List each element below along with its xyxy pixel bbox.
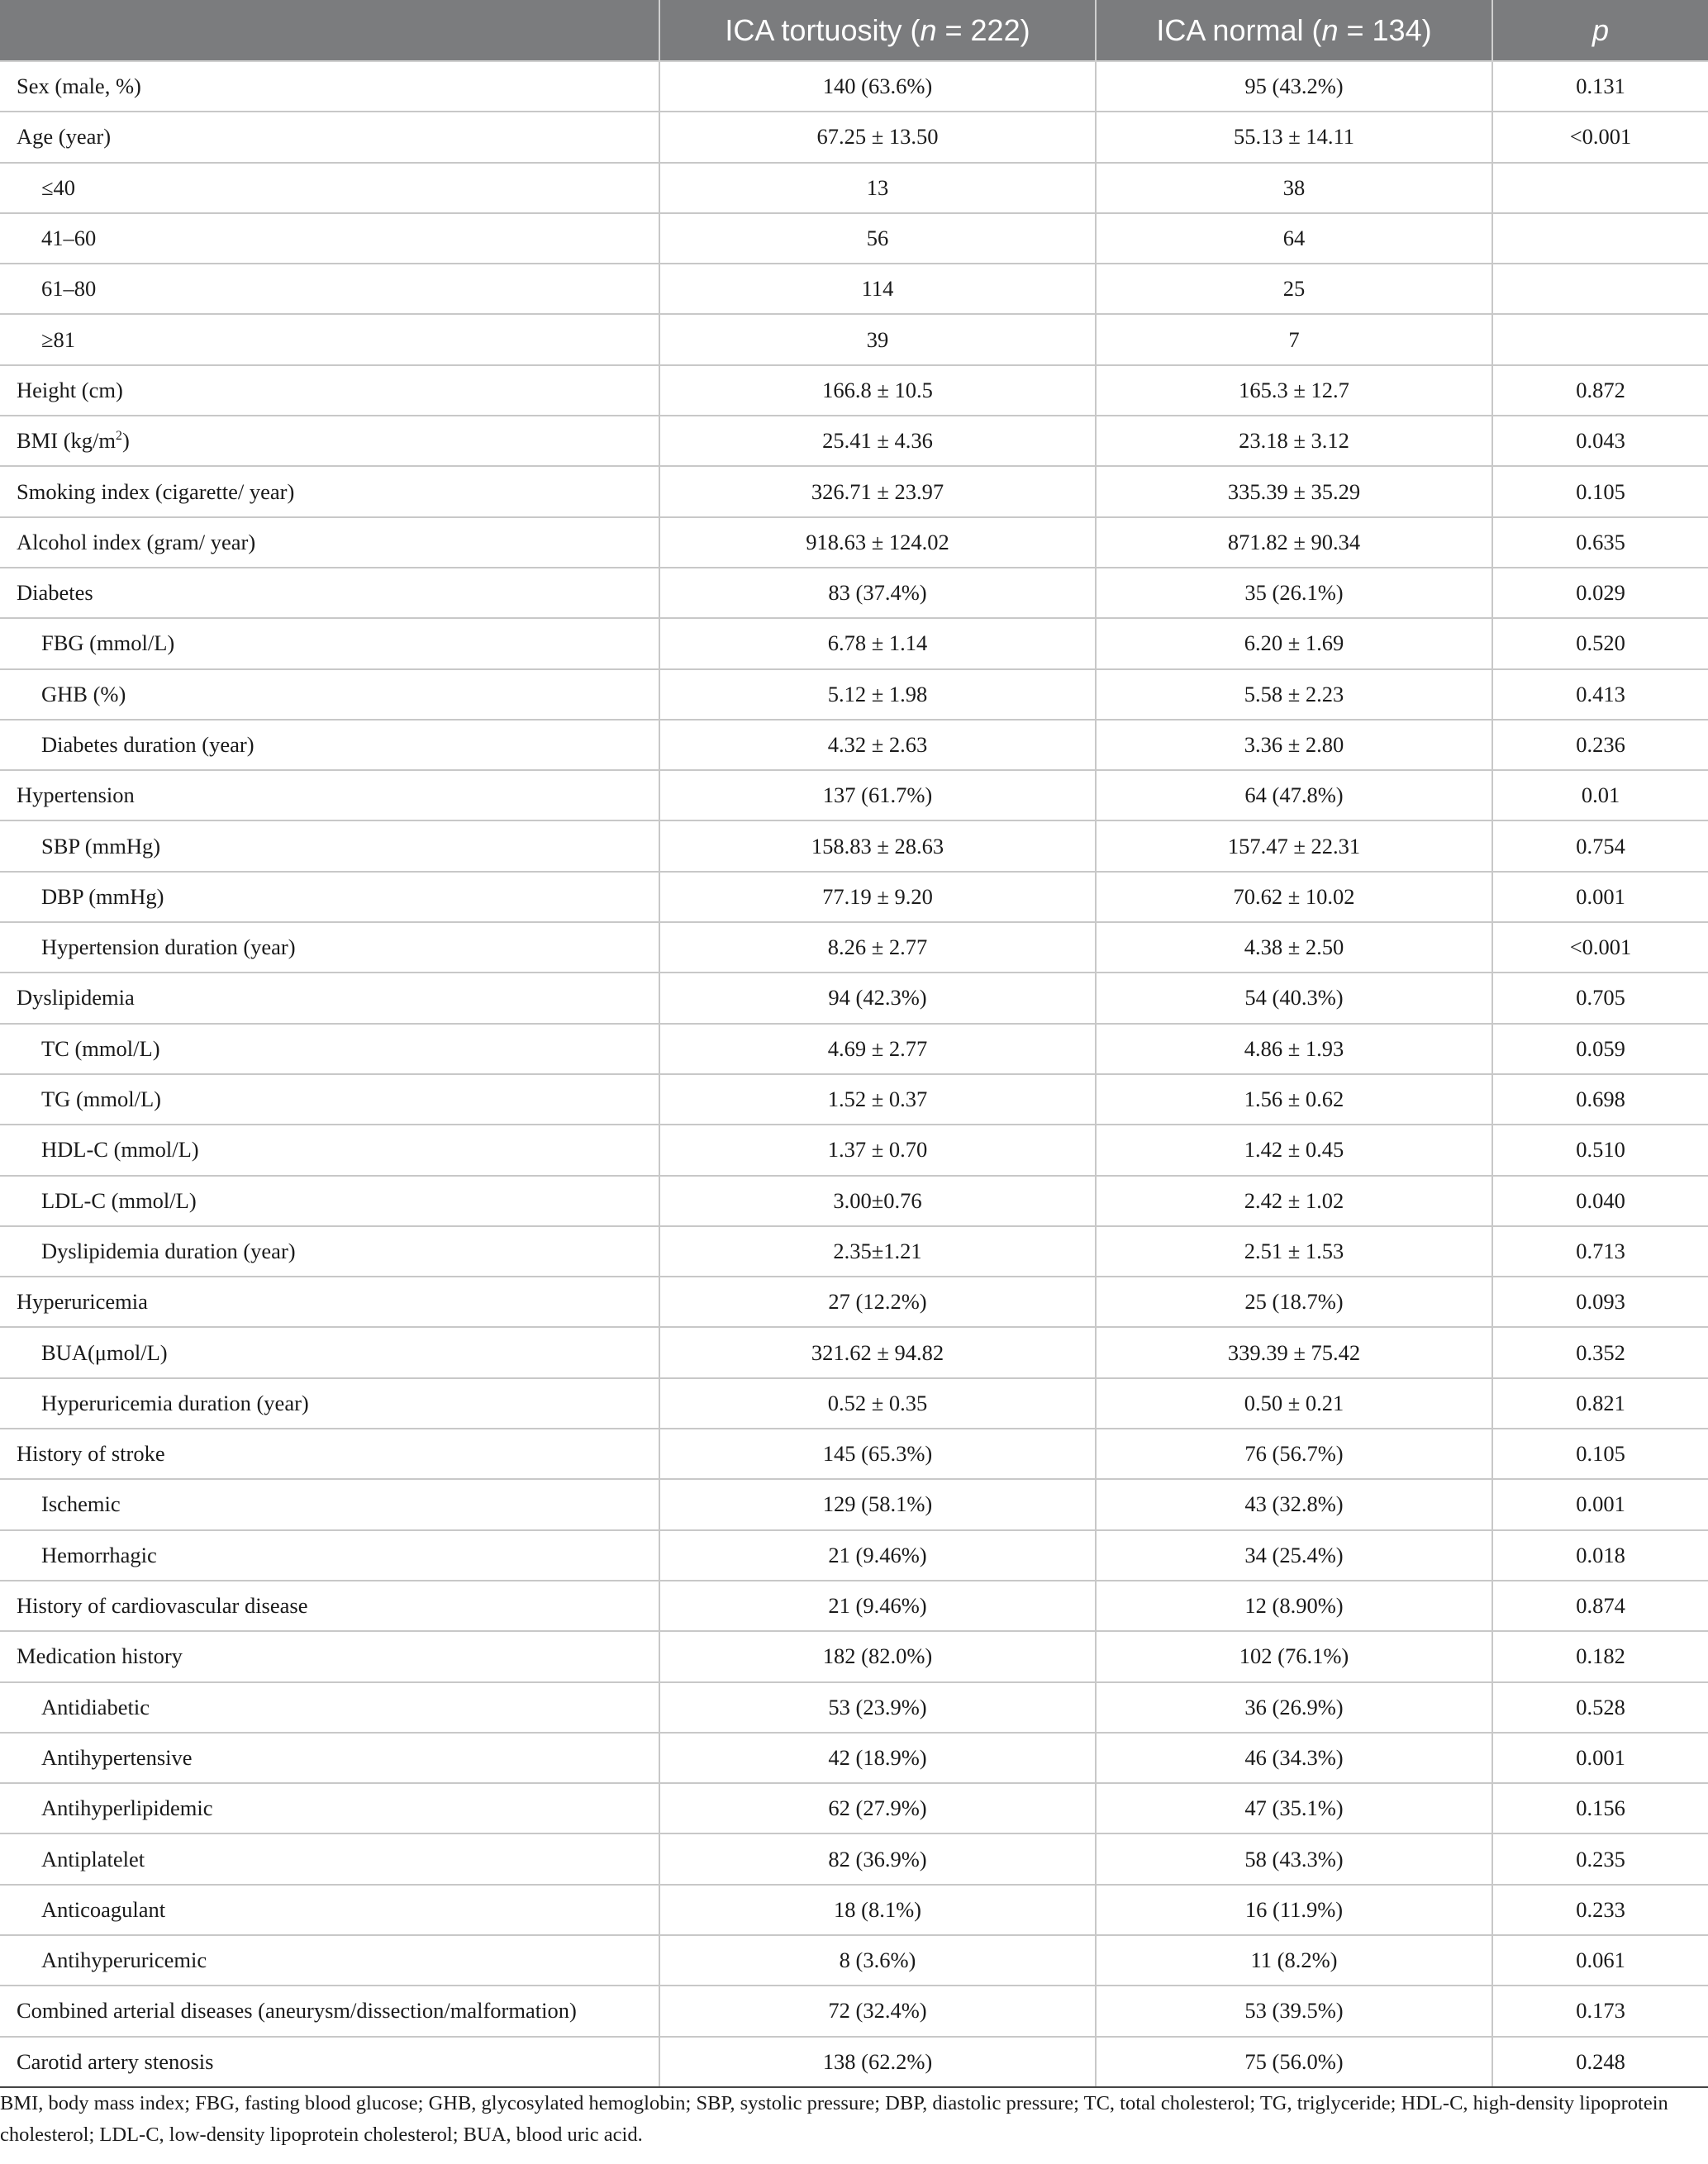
row-label-text: BMI (kg/m xyxy=(17,428,116,454)
table-row xyxy=(0,669,1708,720)
cell-p-value: 0.874 xyxy=(1492,1581,1708,1631)
cell-ica-normal: 95 (43.2%) xyxy=(1096,61,1492,112)
table-row xyxy=(0,1581,1708,1631)
cell-ica-tortuosity: 918.63 ± 124.02 xyxy=(659,517,1096,568)
cell-ica-tortuosity: 114 xyxy=(659,264,1096,314)
cell-ica-tortuosity: 21 (9.46%) xyxy=(659,1581,1096,1631)
cell-ica-tortuosity: 137 (61.7%) xyxy=(659,770,1096,820)
row-label-text: ≤40 xyxy=(41,174,76,200)
cell-p-value: 0.061 xyxy=(1492,1935,1708,1986)
row-label-text: LDL-C (mmol/L) xyxy=(41,1187,197,1213)
cell-p-value: 0.059 xyxy=(1492,1024,1708,1074)
cell-p-value: 0.528 xyxy=(1492,1682,1708,1733)
cell-p-value: 0.754 xyxy=(1492,820,1708,871)
cell-ica-normal: 64 (47.8%) xyxy=(1096,770,1492,820)
table-row xyxy=(0,568,1708,618)
row-label xyxy=(0,568,659,618)
cell-ica-tortuosity: 18 (8.1%) xyxy=(659,1885,1096,1935)
row-label xyxy=(0,1277,659,1327)
cell-ica-normal: 871.82 ± 90.34 xyxy=(1096,517,1492,568)
cell-ica-normal: 47 (35.1%) xyxy=(1096,1783,1492,1833)
table-row xyxy=(0,213,1708,264)
cell-p-value: 0.001 xyxy=(1492,1733,1708,1783)
table-row xyxy=(0,973,1708,1023)
row-label xyxy=(0,922,659,973)
cell-p-value: 0.105 xyxy=(1492,1429,1708,1479)
cell-ica-normal: 3.36 ± 2.80 xyxy=(1096,720,1492,770)
row-label xyxy=(0,264,659,314)
row-label-text: TC (mmol/L) xyxy=(41,1035,160,1061)
cell-p-value: 0.001 xyxy=(1492,1479,1708,1529)
table-row xyxy=(0,517,1708,568)
cell-ica-tortuosity: 62 (27.9%) xyxy=(659,1783,1096,1833)
row-label xyxy=(0,872,659,922)
table-row xyxy=(0,1074,1708,1125)
cell-ica-normal: 25 xyxy=(1096,264,1492,314)
cell-p-value: 0.018 xyxy=(1492,1530,1708,1581)
cell-ica-normal: 339.39 ± 75.42 xyxy=(1096,1327,1492,1377)
row-label xyxy=(0,820,659,871)
row-label xyxy=(0,1631,659,1681)
table-row xyxy=(0,1935,1708,1986)
row-label-suffix: ) xyxy=(121,428,130,454)
cell-ica-normal: 76 (56.7%) xyxy=(1096,1429,1492,1479)
row-label xyxy=(0,365,659,416)
header-variable xyxy=(0,0,659,61)
cell-p-value: 0.698 xyxy=(1492,1074,1708,1125)
cell-p-value xyxy=(1492,163,1708,213)
row-label xyxy=(0,61,659,112)
cell-p-value: 0.105 xyxy=(1492,466,1708,516)
cell-ica-tortuosity: 321.62 ± 94.82 xyxy=(659,1327,1096,1377)
table-row xyxy=(0,1125,1708,1175)
row-label-text: Combined arterial diseases (aneurysm/dissection/malformation) xyxy=(17,1998,577,2024)
cell-ica-tortuosity: 4.69 ± 2.77 xyxy=(659,1024,1096,1074)
row-label-text: ≥81 xyxy=(41,326,76,352)
table-row xyxy=(0,1024,1708,1074)
row-label-text: Antihyperlipidemic xyxy=(41,1795,213,1821)
cell-p-value: 0.705 xyxy=(1492,973,1708,1023)
header-ica-normal-prefix: ICA normal ( xyxy=(1156,12,1322,47)
header-p-label: p xyxy=(1591,12,1610,47)
table-row xyxy=(0,820,1708,871)
row-label xyxy=(0,1024,659,1074)
row-label-text: Carotid artery stenosis xyxy=(17,2048,214,2074)
table-row xyxy=(0,264,1708,314)
table-row xyxy=(0,2037,1708,2087)
row-label-text: Sex (male, %) xyxy=(17,74,141,99)
cell-ica-tortuosity: 83 (37.4%) xyxy=(659,568,1096,618)
table-body xyxy=(0,61,1708,2087)
table-row xyxy=(0,618,1708,668)
cell-ica-tortuosity: 158.83 ± 28.63 xyxy=(659,820,1096,871)
row-label xyxy=(0,2037,659,2087)
cell-p-value: 0.510 xyxy=(1492,1125,1708,1175)
cell-ica-tortuosity: 94 (42.3%) xyxy=(659,973,1096,1023)
cell-p-value: 0.01 xyxy=(1492,770,1708,820)
row-label-text: Diabetes xyxy=(17,580,93,606)
row-label xyxy=(0,720,659,770)
cell-p-value: 0.093 xyxy=(1492,1277,1708,1327)
cell-ica-tortuosity: 182 (82.0%) xyxy=(659,1631,1096,1681)
header-ica-normal-n: n xyxy=(1321,12,1339,47)
header-ica-tortuosity-prefix: ICA tortuosity ( xyxy=(725,12,921,47)
row-label xyxy=(0,1479,659,1529)
table-row xyxy=(0,872,1708,922)
row-label xyxy=(0,163,659,213)
cell-p-value: <0.001 xyxy=(1492,112,1708,162)
cell-ica-tortuosity: 25.41 ± 4.36 xyxy=(659,416,1096,466)
cell-ica-normal: 2.51 ± 1.53 xyxy=(1096,1226,1492,1277)
cell-ica-tortuosity: 129 (58.1%) xyxy=(659,1479,1096,1529)
row-label xyxy=(0,1986,659,2036)
cell-ica-tortuosity: 1.52 ± 0.37 xyxy=(659,1074,1096,1125)
cell-p-value: 0.520 xyxy=(1492,618,1708,668)
table-row xyxy=(0,365,1708,416)
cell-ica-tortuosity: 2.35±1.21 xyxy=(659,1226,1096,1277)
header-ica-normal xyxy=(1096,0,1492,61)
header-ica-tortuosity-n: n xyxy=(920,12,937,47)
cell-ica-normal: 12 (8.90%) xyxy=(1096,1581,1492,1631)
row-label-text: Medication history xyxy=(17,1643,183,1669)
cell-ica-normal: 36 (26.9%) xyxy=(1096,1682,1492,1733)
table-row xyxy=(0,1986,1708,2036)
row-label xyxy=(0,1733,659,1783)
cell-p-value xyxy=(1492,264,1708,314)
cell-ica-normal: 23.18 ± 3.12 xyxy=(1096,416,1492,466)
row-label xyxy=(0,1530,659,1581)
table-row xyxy=(0,1378,1708,1429)
cell-p-value: 0.248 xyxy=(1492,2037,1708,2087)
table-row xyxy=(0,112,1708,162)
cell-p-value: 0.131 xyxy=(1492,61,1708,112)
row-label-text: 61–80 xyxy=(41,276,97,302)
row-label-text: Hyperuricemia duration (year) xyxy=(41,1390,309,1415)
cell-ica-normal: 1.42 ± 0.45 xyxy=(1096,1125,1492,1175)
cell-ica-normal: 64 xyxy=(1096,213,1492,264)
cell-ica-tortuosity: 21 (9.46%) xyxy=(659,1530,1096,1581)
table-row xyxy=(0,1631,1708,1681)
header-p-value xyxy=(1492,0,1708,61)
cell-ica-normal: 54 (40.3%) xyxy=(1096,973,1492,1023)
row-label xyxy=(0,1783,659,1833)
cell-p-value: 0.156 xyxy=(1492,1783,1708,1833)
cell-ica-normal: 335.39 ± 35.29 xyxy=(1096,466,1492,516)
table-row xyxy=(0,416,1708,466)
cell-ica-normal: 102 (76.1%) xyxy=(1096,1631,1492,1681)
cell-ica-normal: 43 (32.8%) xyxy=(1096,1479,1492,1529)
cell-p-value: 0.029 xyxy=(1492,568,1708,618)
table-row xyxy=(0,770,1708,820)
table-header xyxy=(0,0,1708,61)
row-label-text: Height (cm) xyxy=(17,377,123,402)
cell-ica-normal: 46 (34.3%) xyxy=(1096,1733,1492,1783)
table-row xyxy=(0,1479,1708,1529)
row-label xyxy=(0,1429,659,1479)
row-label-text: 41–60 xyxy=(41,226,97,251)
table-row xyxy=(0,720,1708,770)
cell-p-value: 0.872 xyxy=(1492,365,1708,416)
row-label-text: Smoking index (cigarette/ year) xyxy=(17,478,295,504)
row-label-text: SBP (mmHg) xyxy=(41,833,161,858)
row-label xyxy=(0,1581,659,1631)
cell-ica-tortuosity: 6.78 ± 1.14 xyxy=(659,618,1096,668)
cell-ica-tortuosity: 82 (36.9%) xyxy=(659,1833,1096,1884)
cell-ica-normal: 1.56 ± 0.62 xyxy=(1096,1074,1492,1125)
row-label-text: Antihypertensive xyxy=(41,1744,193,1770)
table-row xyxy=(0,314,1708,364)
table-row xyxy=(0,1277,1708,1327)
table-row xyxy=(0,163,1708,213)
row-label-text: Diabetes duration (year) xyxy=(41,732,255,757)
row-label xyxy=(0,1327,659,1377)
row-label-text: Dyslipidemia xyxy=(17,985,135,1011)
cell-ica-tortuosity: 8.26 ± 2.77 xyxy=(659,922,1096,973)
cell-ica-normal: 6.20 ± 1.69 xyxy=(1096,618,1492,668)
table-row xyxy=(0,1783,1708,1833)
header-ica-tortuosity-suffix: = 222) xyxy=(936,12,1030,47)
cell-ica-normal: 53 (39.5%) xyxy=(1096,1986,1492,2036)
cell-ica-normal: 4.86 ± 1.93 xyxy=(1096,1024,1492,1074)
row-label xyxy=(0,314,659,364)
cell-ica-normal: 157.47 ± 22.31 xyxy=(1096,820,1492,871)
cell-p-value: 0.173 xyxy=(1492,1986,1708,2036)
row-label xyxy=(0,416,659,466)
row-label xyxy=(0,466,659,516)
row-label xyxy=(0,213,659,264)
table-row xyxy=(0,466,1708,516)
row-label-text: Alcohol index (gram/ year) xyxy=(17,529,256,554)
table-row xyxy=(0,1885,1708,1935)
header-row xyxy=(0,0,1708,61)
row-label xyxy=(0,1125,659,1175)
row-label xyxy=(0,1935,659,1986)
row-label xyxy=(0,1682,659,1733)
row-label xyxy=(0,1378,659,1429)
cell-ica-normal: 165.3 ± 12.7 xyxy=(1096,365,1492,416)
cell-ica-tortuosity: 13 xyxy=(659,163,1096,213)
row-label-text: FBG (mmol/L) xyxy=(41,630,175,656)
cell-ica-tortuosity: 27 (12.2%) xyxy=(659,1277,1096,1327)
cell-ica-normal: 0.50 ± 0.21 xyxy=(1096,1378,1492,1429)
row-label-text: Antihyperuricemic xyxy=(41,1948,207,1973)
cell-ica-tortuosity: 67.25 ± 13.50 xyxy=(659,112,1096,162)
cell-ica-tortuosity: 3.00±0.76 xyxy=(659,1176,1096,1226)
row-label-text: Hemorrhagic xyxy=(41,1542,157,1567)
cell-ica-tortuosity: 166.8 ± 10.5 xyxy=(659,365,1096,416)
row-label xyxy=(0,1074,659,1125)
cell-p-value: 0.043 xyxy=(1492,416,1708,466)
cell-ica-tortuosity: 138 (62.2%) xyxy=(659,2037,1096,2087)
cell-ica-tortuosity: 56 xyxy=(659,213,1096,264)
cell-ica-tortuosity: 77.19 ± 9.20 xyxy=(659,872,1096,922)
cell-ica-tortuosity: 1.37 ± 0.70 xyxy=(659,1125,1096,1175)
cell-ica-normal: 11 (8.2%) xyxy=(1096,1935,1492,1986)
row-label xyxy=(0,669,659,720)
header-ica-tortuosity xyxy=(659,0,1096,61)
cell-p-value: 0.713 xyxy=(1492,1226,1708,1277)
row-label-text: Hypertension xyxy=(17,782,135,808)
cell-p-value: 0.821 xyxy=(1492,1378,1708,1429)
row-label-text: Dyslipidemia duration (year) xyxy=(41,1238,296,1263)
table-row xyxy=(0,1833,1708,1884)
row-label xyxy=(0,973,659,1023)
cell-ica-normal: 35 (26.1%) xyxy=(1096,568,1492,618)
cell-p-value: 0.001 xyxy=(1492,872,1708,922)
row-label-text: TG (mmol/L) xyxy=(41,1087,161,1112)
row-label xyxy=(0,517,659,568)
row-label-text: Antiplatelet xyxy=(41,1846,145,1872)
row-label-superscript: 2 xyxy=(116,429,122,444)
table-row xyxy=(0,1530,1708,1581)
cell-p-value: 0.233 xyxy=(1492,1885,1708,1935)
cell-p-value: 0.040 xyxy=(1492,1176,1708,1226)
cell-ica-normal: 75 (56.0%) xyxy=(1096,2037,1492,2087)
table-row xyxy=(0,1327,1708,1377)
cell-p-value xyxy=(1492,314,1708,364)
table-footnote: BMI, body mass index; FBG, fasting blood glucose; GHB, glycosylated hemoglobin; SBP, systolic pressure; DBP, diastolic pressure; TC, total cholesterol; TG, triglyceride; HDL-C, high-density lipoprotein cholesterol; LDL-C, low-density lipoprotein cholesterol; BUA, blood uric acid. xyxy=(0,2092,1668,2146)
cell-ica-normal: 25 (18.7%) xyxy=(1096,1277,1492,1327)
row-label-text: Antidiabetic xyxy=(41,1694,150,1719)
row-label-text: Anticoagulant xyxy=(41,1896,166,1922)
cell-ica-normal: 55.13 ± 14.11 xyxy=(1096,112,1492,162)
row-label-text: History of cardiovascular disease xyxy=(17,1593,308,1619)
table-row xyxy=(0,1429,1708,1479)
row-label xyxy=(0,1226,659,1277)
row-label xyxy=(0,1885,659,1935)
row-label-text: History of stroke xyxy=(17,1441,165,1467)
cell-ica-normal: 16 (11.9%) xyxy=(1096,1885,1492,1935)
table-row xyxy=(0,922,1708,973)
cell-ica-tortuosity: 8 (3.6%) xyxy=(659,1935,1096,1986)
cell-p-value: 0.635 xyxy=(1492,517,1708,568)
cell-p-value: 0.413 xyxy=(1492,669,1708,720)
cell-ica-tortuosity: 39 xyxy=(659,314,1096,364)
row-label xyxy=(0,618,659,668)
cell-ica-tortuosity: 5.12 ± 1.98 xyxy=(659,669,1096,720)
row-label-text: HDL-C (mmol/L) xyxy=(41,1137,199,1163)
row-label-text: Age (year) xyxy=(17,124,112,150)
row-label xyxy=(0,1833,659,1884)
cell-ica-tortuosity: 0.52 ± 0.35 xyxy=(659,1378,1096,1429)
cell-ica-normal: 70.62 ± 10.02 xyxy=(1096,872,1492,922)
cell-p-value: 0.352 xyxy=(1492,1327,1708,1377)
row-label xyxy=(0,770,659,820)
table-row xyxy=(0,1226,1708,1277)
cell-ica-tortuosity: 4.32 ± 2.63 xyxy=(659,720,1096,770)
cell-ica-normal: 5.58 ± 2.23 xyxy=(1096,669,1492,720)
cell-p-value: 0.235 xyxy=(1492,1833,1708,1884)
row-label-text: GHB (%) xyxy=(41,681,126,706)
row-label-text: Hyperuricemia xyxy=(17,1289,148,1315)
row-label xyxy=(0,112,659,162)
cell-ica-normal: 58 (43.3%) xyxy=(1096,1833,1492,1884)
cell-p-value: 0.236 xyxy=(1492,720,1708,770)
cell-ica-normal: 4.38 ± 2.50 xyxy=(1096,922,1492,973)
cell-ica-normal: 34 (25.4%) xyxy=(1096,1530,1492,1581)
table-row xyxy=(0,1733,1708,1783)
cell-ica-tortuosity: 140 (63.6%) xyxy=(659,61,1096,112)
header-ica-normal-suffix: = 134) xyxy=(1338,12,1432,47)
cell-p-value: 0.182 xyxy=(1492,1631,1708,1681)
cell-p-value: <0.001 xyxy=(1492,922,1708,973)
cell-ica-tortuosity: 72 (32.4%) xyxy=(659,1986,1096,2036)
row-label-text: Ischemic xyxy=(41,1491,121,1517)
row-label-text: DBP (mmHg) xyxy=(41,883,164,909)
cell-ica-tortuosity: 53 (23.9%) xyxy=(659,1682,1096,1733)
row-label-text: BUA(μmol/L) xyxy=(41,1339,168,1365)
cell-ica-normal: 2.42 ± 1.02 xyxy=(1096,1176,1492,1226)
row-label-text: Hypertension duration (year) xyxy=(41,935,296,960)
cell-ica-tortuosity: 326.71 ± 23.97 xyxy=(659,466,1096,516)
table-row xyxy=(0,1176,1708,1226)
cell-ica-normal: 7 xyxy=(1096,314,1492,364)
cell-ica-tortuosity: 145 (65.3%) xyxy=(659,1429,1096,1479)
row-label xyxy=(0,1176,659,1226)
table-row xyxy=(0,61,1708,112)
cell-p-value xyxy=(1492,213,1708,264)
cell-ica-normal: 38 xyxy=(1096,163,1492,213)
table-row xyxy=(0,1682,1708,1733)
cell-ica-tortuosity: 42 (18.9%) xyxy=(659,1733,1096,1783)
